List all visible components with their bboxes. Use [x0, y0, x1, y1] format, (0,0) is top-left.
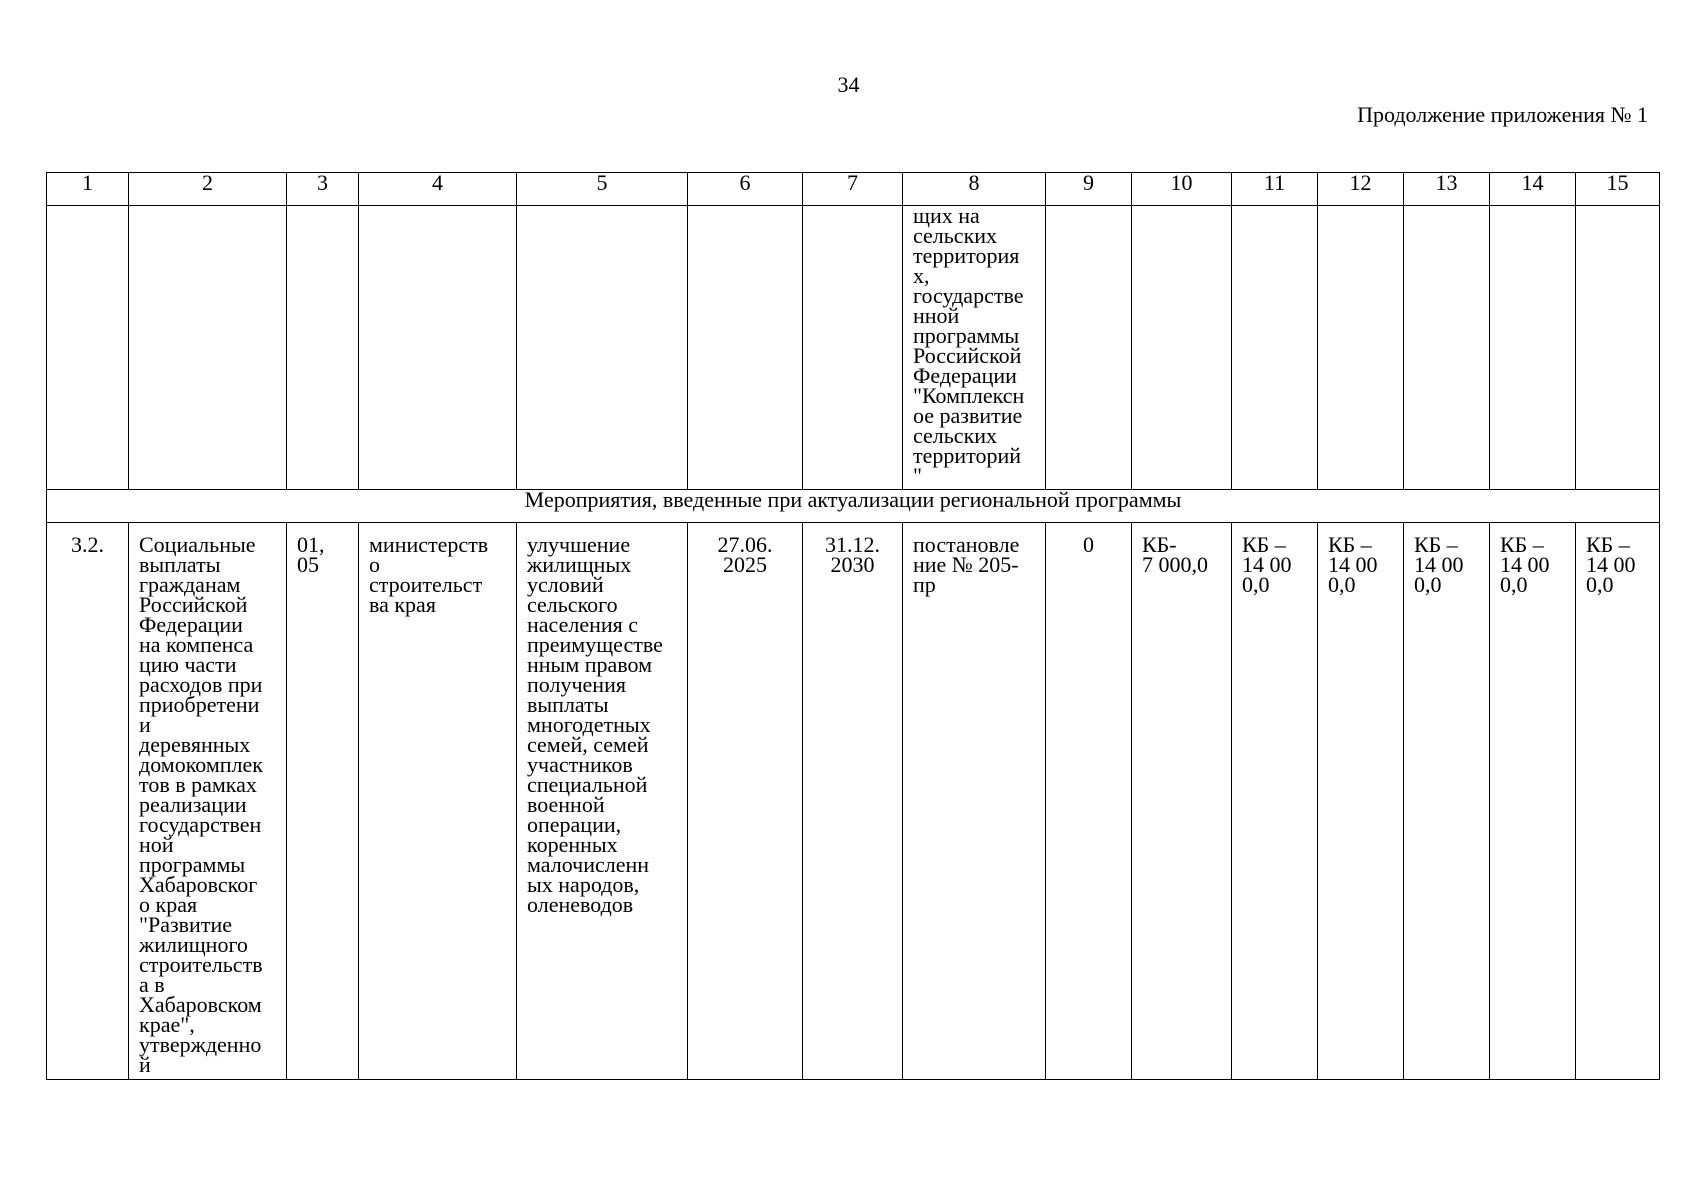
- column-header: 14: [1490, 173, 1576, 206]
- table-cell: [1232, 523, 1318, 1080]
- responsible-executor: министерств о строительст ва края: [369, 532, 489, 617]
- section-heading-row: [47, 490, 1660, 523]
- table-cell: [1232, 206, 1318, 490]
- column-header: 3: [287, 173, 359, 206]
- table-cell: [688, 523, 803, 1080]
- funding-col-10: КБ- 7 000,0: [1142, 532, 1208, 577]
- expected-result: улучшение жилищных условий сельского населения с преимуществе нным правом получения выплаты многодетных семей, семей участников специальной военной операции, коренных малочисленн ых народов, оленеводов: [527, 532, 663, 917]
- basis-document-continued: щих на сельских территория х, государстве нной программы Российской Федерации "Комплексн ое развитие сельских территорий ": [913, 203, 1025, 488]
- table-cell: [359, 206, 517, 490]
- column-header: 8: [903, 173, 1046, 206]
- column-header: 7: [803, 173, 903, 206]
- table-cell: [1404, 523, 1490, 1080]
- table-cell: [803, 523, 903, 1080]
- table-cell: [1046, 206, 1132, 490]
- table-row-continued: [47, 206, 1660, 490]
- end-date: 31.12. 2030: [825, 532, 880, 577]
- table-cell: [1132, 523, 1232, 1080]
- measure-code: 01, 05: [297, 532, 325, 577]
- start-date: 27.06. 2025: [717, 532, 773, 577]
- table-row: [47, 523, 1660, 1080]
- table-cell: [1404, 206, 1490, 490]
- table-cell: [359, 523, 517, 1080]
- column-header: 15: [1576, 173, 1660, 206]
- table-cell: [517, 523, 688, 1080]
- row-number: 3.2.: [71, 532, 104, 557]
- table-cell: [1132, 206, 1232, 490]
- funding-col-11: КБ – 14 00 0,0: [1242, 532, 1292, 597]
- table-cell: [47, 523, 129, 1080]
- column-header: 12: [1318, 173, 1404, 206]
- program-measures-table: [46, 172, 1660, 1080]
- column-header: 10: [1132, 173, 1232, 206]
- funding-col-14: КБ – 14 00 0,0: [1500, 532, 1550, 597]
- funding-col-15: КБ – 14 00 0,0: [1586, 532, 1636, 597]
- appendix-continuation-label: Продолжение приложения № 1: [1357, 102, 1648, 127]
- table-cell: [1576, 523, 1660, 1080]
- table-cell: [47, 206, 129, 490]
- table-cell: [903, 203, 1046, 490]
- column-number-header-row: [47, 173, 1660, 206]
- table-cell: [517, 206, 688, 490]
- measure-name: Социальные выплаты гражданам Российской Федерации на компенса цию части расходов при приобретени и деревянных домокомплек тов в рамках реализации государствен ной программы Хабаровског о края "Развитие жилищного строительств а в Хабаровском крае", утвержденно й: [139, 532, 263, 1077]
- section-title: Мероприятия, введенные при актуализации региональной программы: [47, 490, 1660, 523]
- funding-col-12: КБ – 14 00 0,0: [1328, 532, 1378, 597]
- column-header: 4: [359, 173, 517, 206]
- table-cell: [287, 523, 359, 1080]
- table-cell: [803, 206, 903, 490]
- funding-col-13: КБ – 14 00 0,0: [1414, 532, 1464, 597]
- table-cell: [1490, 523, 1576, 1080]
- value-col-9: 0: [1083, 532, 1094, 557]
- column-header: 2: [129, 173, 287, 206]
- column-header: 1: [47, 173, 129, 206]
- table-cell: [287, 206, 359, 490]
- table-cell: [1576, 206, 1660, 490]
- table-cell: [903, 523, 1046, 1080]
- table-cell: [1318, 523, 1404, 1080]
- column-header: 11: [1232, 173, 1318, 206]
- table-cell: [1318, 206, 1404, 490]
- page-number: 34: [837, 72, 860, 97]
- column-header: 9: [1046, 173, 1132, 206]
- table-cell: [688, 206, 803, 490]
- column-header: 6: [688, 173, 803, 206]
- basis-document: постановле ние № 205- пр: [913, 532, 1020, 597]
- column-header: 5: [517, 173, 688, 206]
- table-cell: [1046, 523, 1132, 1080]
- table-cell: [129, 206, 287, 490]
- table-cell: [129, 523, 287, 1080]
- column-header: 13: [1404, 173, 1490, 206]
- table-cell: [1490, 206, 1576, 490]
